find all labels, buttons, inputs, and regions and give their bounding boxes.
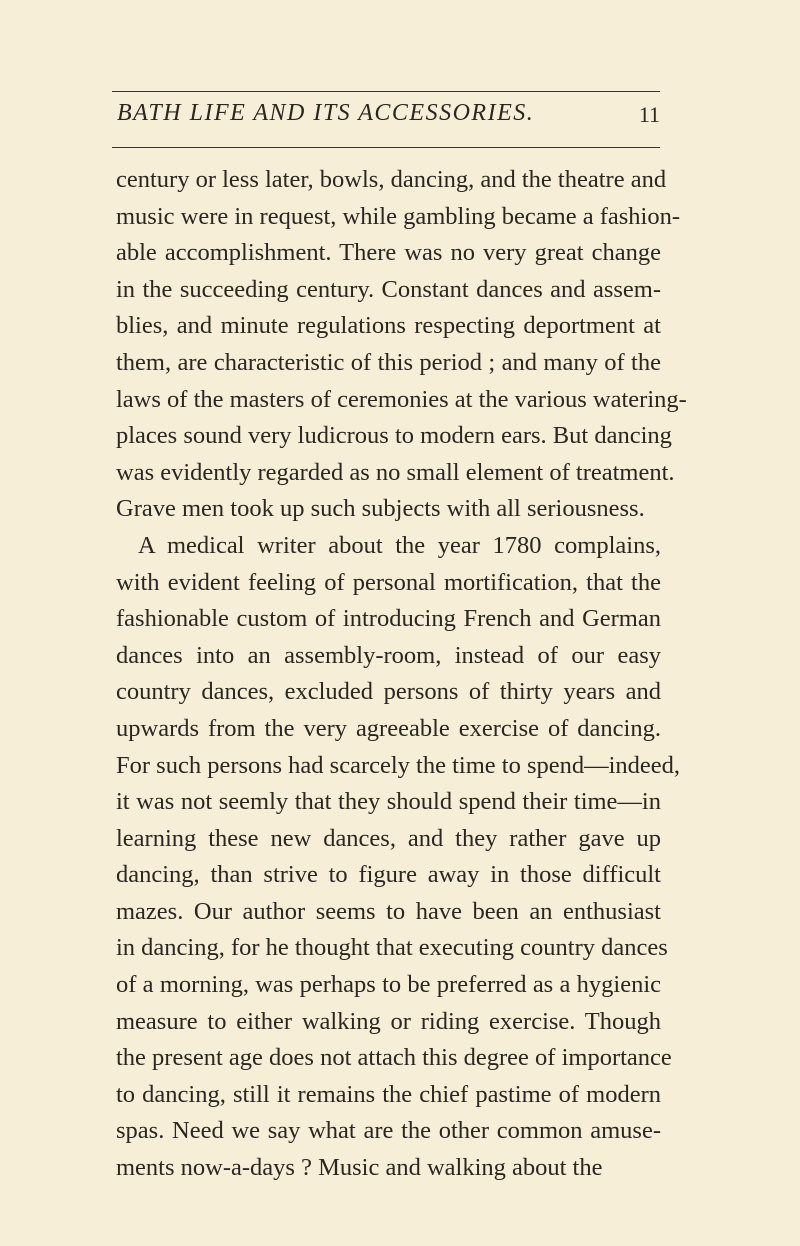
text-line: in the succeeding century. Constant dances and assem-	[116, 275, 661, 303]
text-line: music were in request, while gambling became a fashion-	[116, 202, 680, 230]
text-line: them, are characteristic of this period ; and many of the	[116, 348, 661, 376]
page-number: 11	[638, 102, 660, 127]
text-line: of a morning, was perhaps to be preferred as a hygienic	[116, 971, 661, 999]
header-rule-bottom	[112, 147, 660, 148]
page-header	[112, 100, 660, 136]
text-line: century or less later, bowls, dancing, and the theatre and	[116, 166, 667, 193]
text-line: places sound very ludicrous to modern ears. But dancing	[116, 422, 672, 450]
text-line: measure to either walking or riding exercise. Though	[116, 1007, 661, 1035]
text-line: ments now-a-days ? Music and walking about the	[116, 1154, 603, 1182]
text-line: fashionable custom of introducing French and German	[116, 605, 661, 633]
header-rule-top	[112, 91, 660, 92]
text-line: dancing, than strive to figure away in those difficult	[116, 861, 661, 889]
text-line: able accomplishment. There was no very great change	[116, 239, 661, 267]
text-line: spas. Need we say what are the other common amuse-	[116, 1117, 661, 1145]
text-line: with evident feeling of personal mortification, that the	[116, 568, 661, 596]
text-line: For such persons had scarcely the time to spend—indeed,	[116, 751, 681, 779]
text-line: the present age does not attach this degree of importance	[116, 1044, 672, 1072]
text-line: learning these new dances, and they rather gave up	[116, 824, 661, 852]
text-line: it was not seemly that they should spend their time—in	[116, 788, 661, 816]
text-line: dances into an assembly-room, instead of our easy	[116, 641, 661, 669]
body-text	[116, 162, 687, 1187]
text-line: was evidently regarded as no small element of treatment.	[116, 458, 675, 486]
text-line: to dancing, still it remains the chief pastime of modern	[116, 1080, 661, 1108]
text-line: country dances, excluded persons of thirty years and	[116, 678, 661, 706]
text-line: Grave men took up such subjects with all seriousness.	[116, 495, 645, 523]
paragraph-first-line: A medical writer about the year 1780 complains,	[138, 531, 661, 559]
text-line: blies, and minute regulations respecting deportment at	[116, 312, 661, 340]
text-line: upwards from the very agreeable exercise of dancing.	[116, 714, 661, 742]
text-line: in dancing, for he thought that executing country dances	[116, 934, 668, 962]
text-line: mazes. Our author seems to have been an enthusiast	[116, 897, 661, 925]
running-head: BATH LIFE AND ITS ACCESSORIES.	[117, 100, 535, 126]
text-line: laws of the masters of ceremonies at the various watering-	[116, 385, 687, 413]
